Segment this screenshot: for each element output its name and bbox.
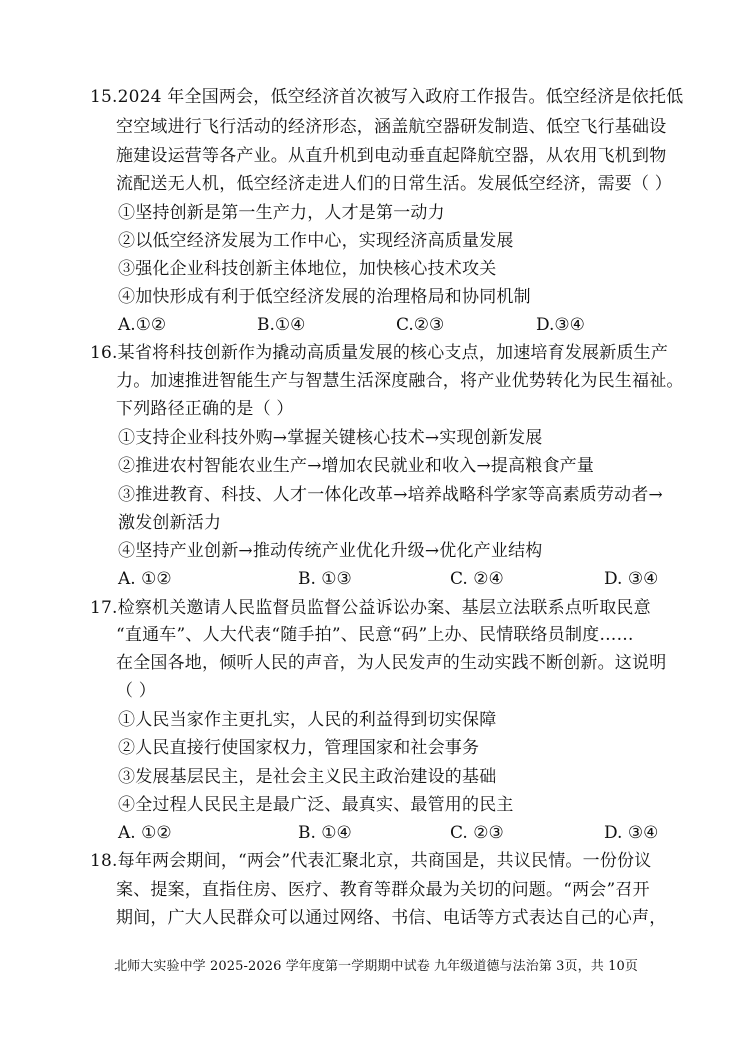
question-stem-line: 在全国各地，倾听人民的声音，为人民发声的生动实践不断创新。这说明 [116,653,667,673]
choice-c[interactable]: C. ②③ [450,823,504,843]
statement-option-3: ③发展基层民主，是社会主义民主政治建设的基础 [118,767,497,787]
statement-option-2: ②人民直接行使国家权力，管理国家和社会事务 [118,738,480,758]
statement-option-2: ②推进农村智能农业生产→增加农民就业和收入→提高粮食产量 [118,456,595,476]
choice-a[interactable]: A.①② [118,315,167,335]
choice-c[interactable]: C. ②④ [450,569,504,589]
statement-option-4: ④加快形成有利于低空经济发展的治理格局和协同机制 [118,287,531,307]
choice-c[interactable]: C.②③ [396,315,445,335]
statement-option-4: ④全过程人民民主是最广泛、最真实、最管用的民主 [118,795,514,815]
choice-a[interactable]: A. ①② [118,823,172,843]
question-stem-line: 下列路径正确的是（ ） [116,399,294,419]
question-stem-line: 空空域进行飞行活动的经济形态，涵盖航空器研发制造、低空飞行基础设 [116,117,667,137]
choice-d[interactable]: D. ③④ [604,569,659,589]
question-stem-line: （ ） [116,681,157,701]
question-stem-line: 流配送无人机，低空经济走进人们的日常生活。发展低空经济，需要（ ） [116,174,673,194]
statement-option-1: ①坚持创新是第一生产力，人才是第一动力 [118,203,445,223]
question-stem-line: 15.2024 年全国两会，低空经济首次被写入政府工作报告。低空经济是依托低 [90,87,684,107]
question-stem-line: 案、提案，直指住房、医疗、教育等群众最为关切的问题。“两会”召开 [116,880,650,900]
statement-option-3: ③推进教育、科技、人才一体化改革→培养战略科学家等高素质劳动者→ [118,485,663,505]
statement-option-2: ②以低空经济发展为工作中心，实现经济高质量发展 [118,231,514,251]
question-stem-line: 18.每年两会期间，“两会”代表汇聚北京，共商国是，共议民情。一份份议 [90,851,652,871]
choice-b[interactable]: B. ①③ [298,569,352,589]
statement-option-4: ④坚持产业创新→推动传统产业优化升级→优化产业结构 [118,541,543,561]
question-stem-line: 16.某省将科技创新作为撬动高质量发展的核心支点，加速培育发展新质生产 [90,343,669,363]
statement-option-3-continued: 激发创新活力 [118,513,222,533]
question-stem-line: “直通车”、人大代表“随手拍”、民意“码”上办、民情联络员制度…… [116,625,634,645]
statement-option-1: ①人民当家作主更扎实，人民的利益得到切实保障 [118,710,497,730]
question-stem-line: 施建设运营等各产业。从直升机到电动垂直起降航空器，从农用飞机到物 [116,146,667,166]
question-stem-line: 期间，广大人民群众可以通过网络、书信、电话等方式表达自己的心声， [116,908,667,928]
question-stem-line: 力。加速推进智能生产与智慧生活深度融合，将产业优势转化为民生福祉。 [116,371,684,391]
choice-b[interactable]: B.①④ [257,315,306,335]
page-footer: 北师大实验中学 2025-2026 学年度第一学期期中试卷 九年级道德与法治第 3页，共 10页 [114,959,638,974]
choice-d[interactable]: D.③④ [536,315,585,335]
statement-option-3: ③强化企业科技创新主体地位，加快核心技术攻关 [118,259,497,279]
statement-option-1: ①支持企业科技外购→掌握关键核心技术→实现创新发展 [118,428,543,448]
choice-b[interactable]: B. ①④ [298,823,352,843]
choice-d[interactable]: D. ③④ [604,823,659,843]
choice-a[interactable]: A. ①② [118,569,172,589]
question-stem-line: 17.检察机关邀请人民监督员监督公益诉讼办案、基层立法联系点听取民意 [90,598,651,618]
